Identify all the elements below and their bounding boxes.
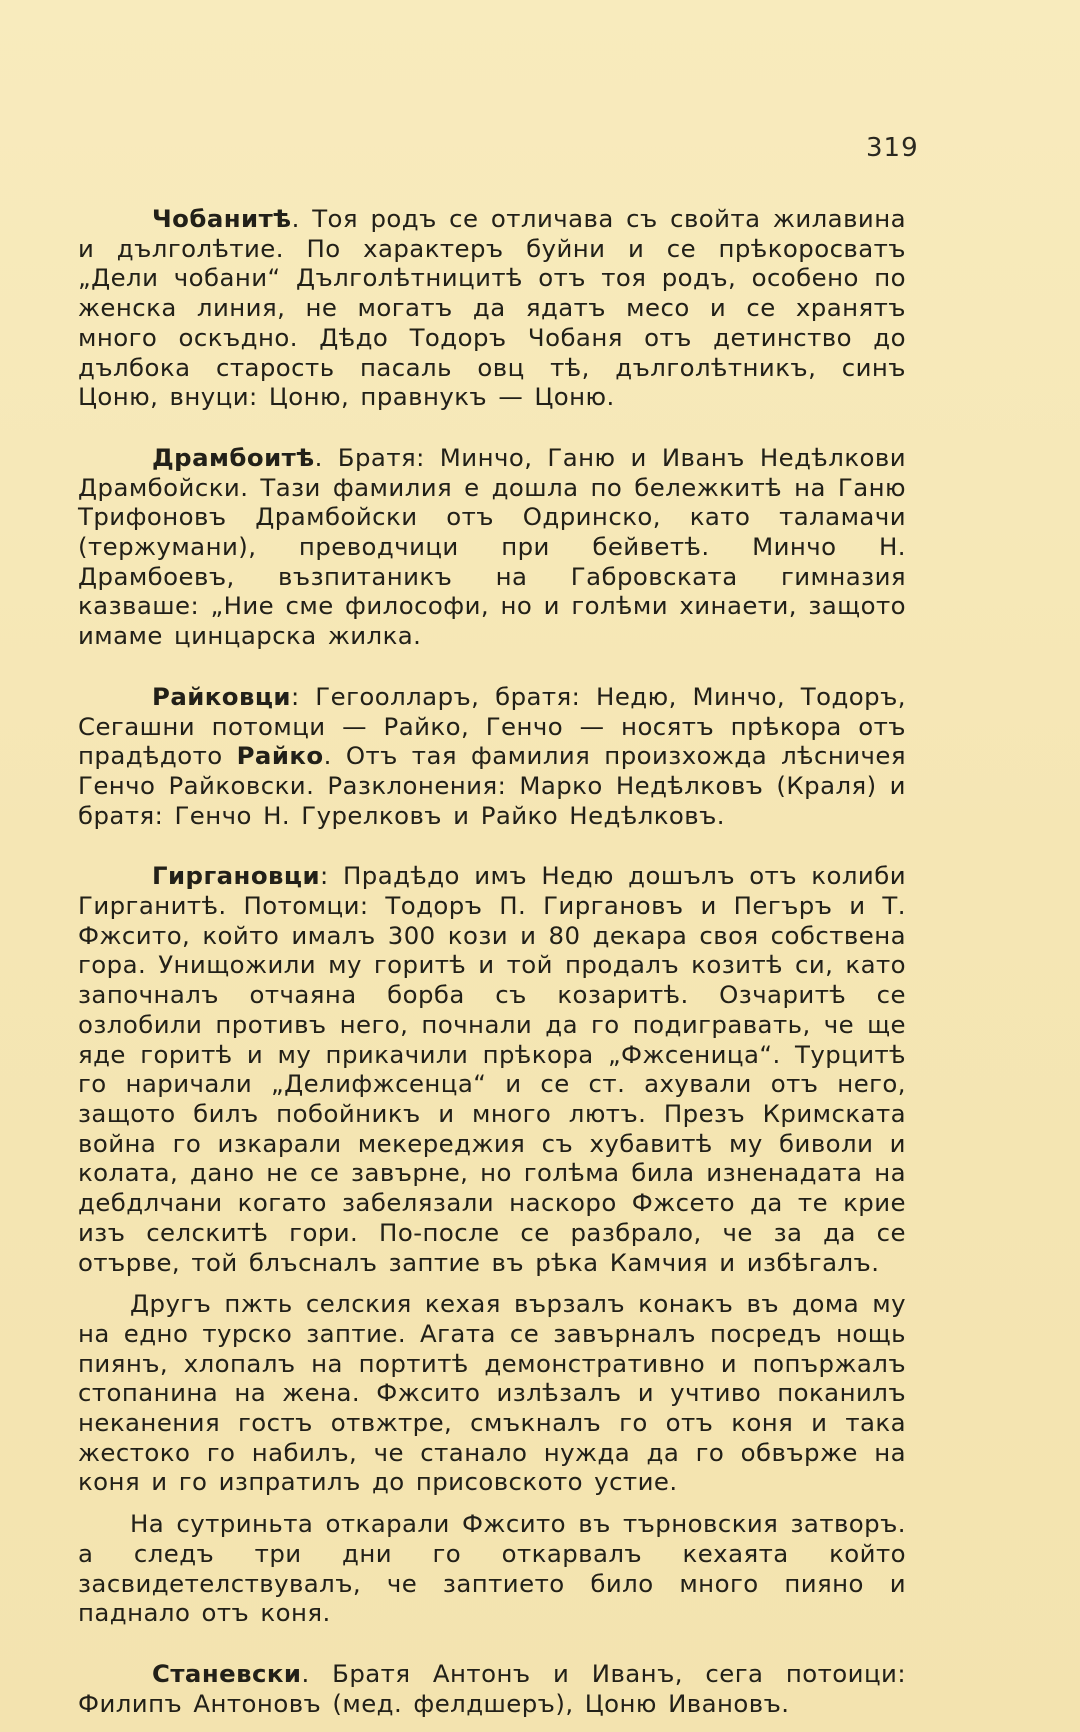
section-heading: Чобанитѣ (152, 204, 292, 233)
section-body: : Гегоолларъ, братя: Недю, Минчо, Тодоръ, Сегашни потомци — Райко, Генчо — носятъ прѣкора отъ прадѣдото (78, 681, 906, 771)
ancestor-name: Райко (236, 741, 324, 771)
section-chobanite (78, 204, 906, 412)
section-heading: Райковци (152, 681, 291, 711)
page-text (78, 204, 906, 1718)
section-heading: Драмбоитѣ (152, 442, 315, 472)
section-body: . Братя Антонъ и Иванъ, сега потоици: Филипъ Антоновъ (мед. фелдшеръ), Цоню Ивановъ. (78, 1658, 906, 1718)
page-number: 319 (866, 133, 919, 163)
section-body: . Братя: Минчо, Ганю и Иванъ Недѣлкови Драмбойски. Тази фамилия е дошла по бележкитѣ на Ганю Трифоновъ Драмбойски отъ Одринско, като таламачи (тержумани), преводчици при бейветѣ. Минчо Н. Драмбоевъ, възпитаникъ на Габровската гимназия казваше: „Ние сме философи, но и голѣми хинаети, защото имаме цинцарска жилка. (78, 442, 906, 651)
paragraph-zaptie: Другъ пжть селския кехая вързалъ конакъ въ дома му на едно турско заптие. Агата се завърналъ посредъ нощь пиянъ, хлопалъ на портитѣ демонстративно и попържалъ стопанина на жена. Фжсито излѣзалъ и учтиво поканилъ неканения гостъ отвжтре, смъкналъ го отъ коня и така жестоко го набилъ, че станало нужда да го обвърже на коня и го изпратилъ до присовското устие. (78, 1289, 906, 1497)
section-girganovtsi (78, 861, 906, 1277)
paragraph-prison: На сутриньта откарали Фжсито въ търновския затворъ. а следъ три дни го откарвалъ кехаята който засвидетелствувалъ, че заптието било много пияно и паднало отъ коня. (78, 1509, 906, 1628)
section-body-continued: . Отъ тая фамилия произхожда лѣсничея Генчо Райковски. Разклонения: Марко Недѣлковъ (Краля) и братя: Генчо Н. Гурелковъ и Райко Недѣлковъ. (78, 741, 906, 830)
section-stanevski (78, 1659, 906, 1718)
section-heading: Станевски (152, 1658, 302, 1688)
section-body: . Тоя родъ се отличава съ свойта жилавина и дълголѣтие. По характеръ буйни и се прѣкоросватъ „Дели чобани“ Дълголѣтницитѣ отъ тоя родъ, особено по женска линия, не могатъ да ядатъ месо и се хранятъ много оскъдно. Дѣдо Тодоръ Чобаня отъ детинство до дълбока старость пасаль овц тѣ, дълголѣтникъ, синъ Цоню, внуци: Цоню, правнукъ — Цоню. (78, 204, 906, 412)
section-dramboite (78, 443, 906, 651)
section-body: : Прадѣдо имъ Недю дошълъ отъ колиби Гирганитѣ. Потомци: Тодоръ П. Гиргановъ и Пегъръ и Т. Фжсито, който ималъ 300 кози и 80 декара своя собствена гора. Унищожили му горитѣ и той продалъ козитѣ си, като започналъ отчаяна борба съ козаритѣ. Озчаритѣ се озлобили противъ него, почнали да го подигравать, че ще яде горитѣ и му прикачили прѣкора „Фжсеница“. Турцитѣ го наричали „Делифжсенца“ и се ст. ахували отъ него, защото билъ побойникъ и много лютъ. Презъ Кримската война го изкарали мекереджия съ хубавитѣ му биволи и колата, дано не се завърне, но голѣма била изненадата на дебдлчани когато забелязали наскоро Фжсето да те крие изъ селскитѣ гори. По-после се разбрало, че за да се отърве, той блъсналъ заптие въ рѣка Камчия и избѣгалъ. (78, 861, 906, 1277)
section-raikovtsi (78, 682, 906, 831)
section-heading: Гиргановци (152, 861, 321, 891)
